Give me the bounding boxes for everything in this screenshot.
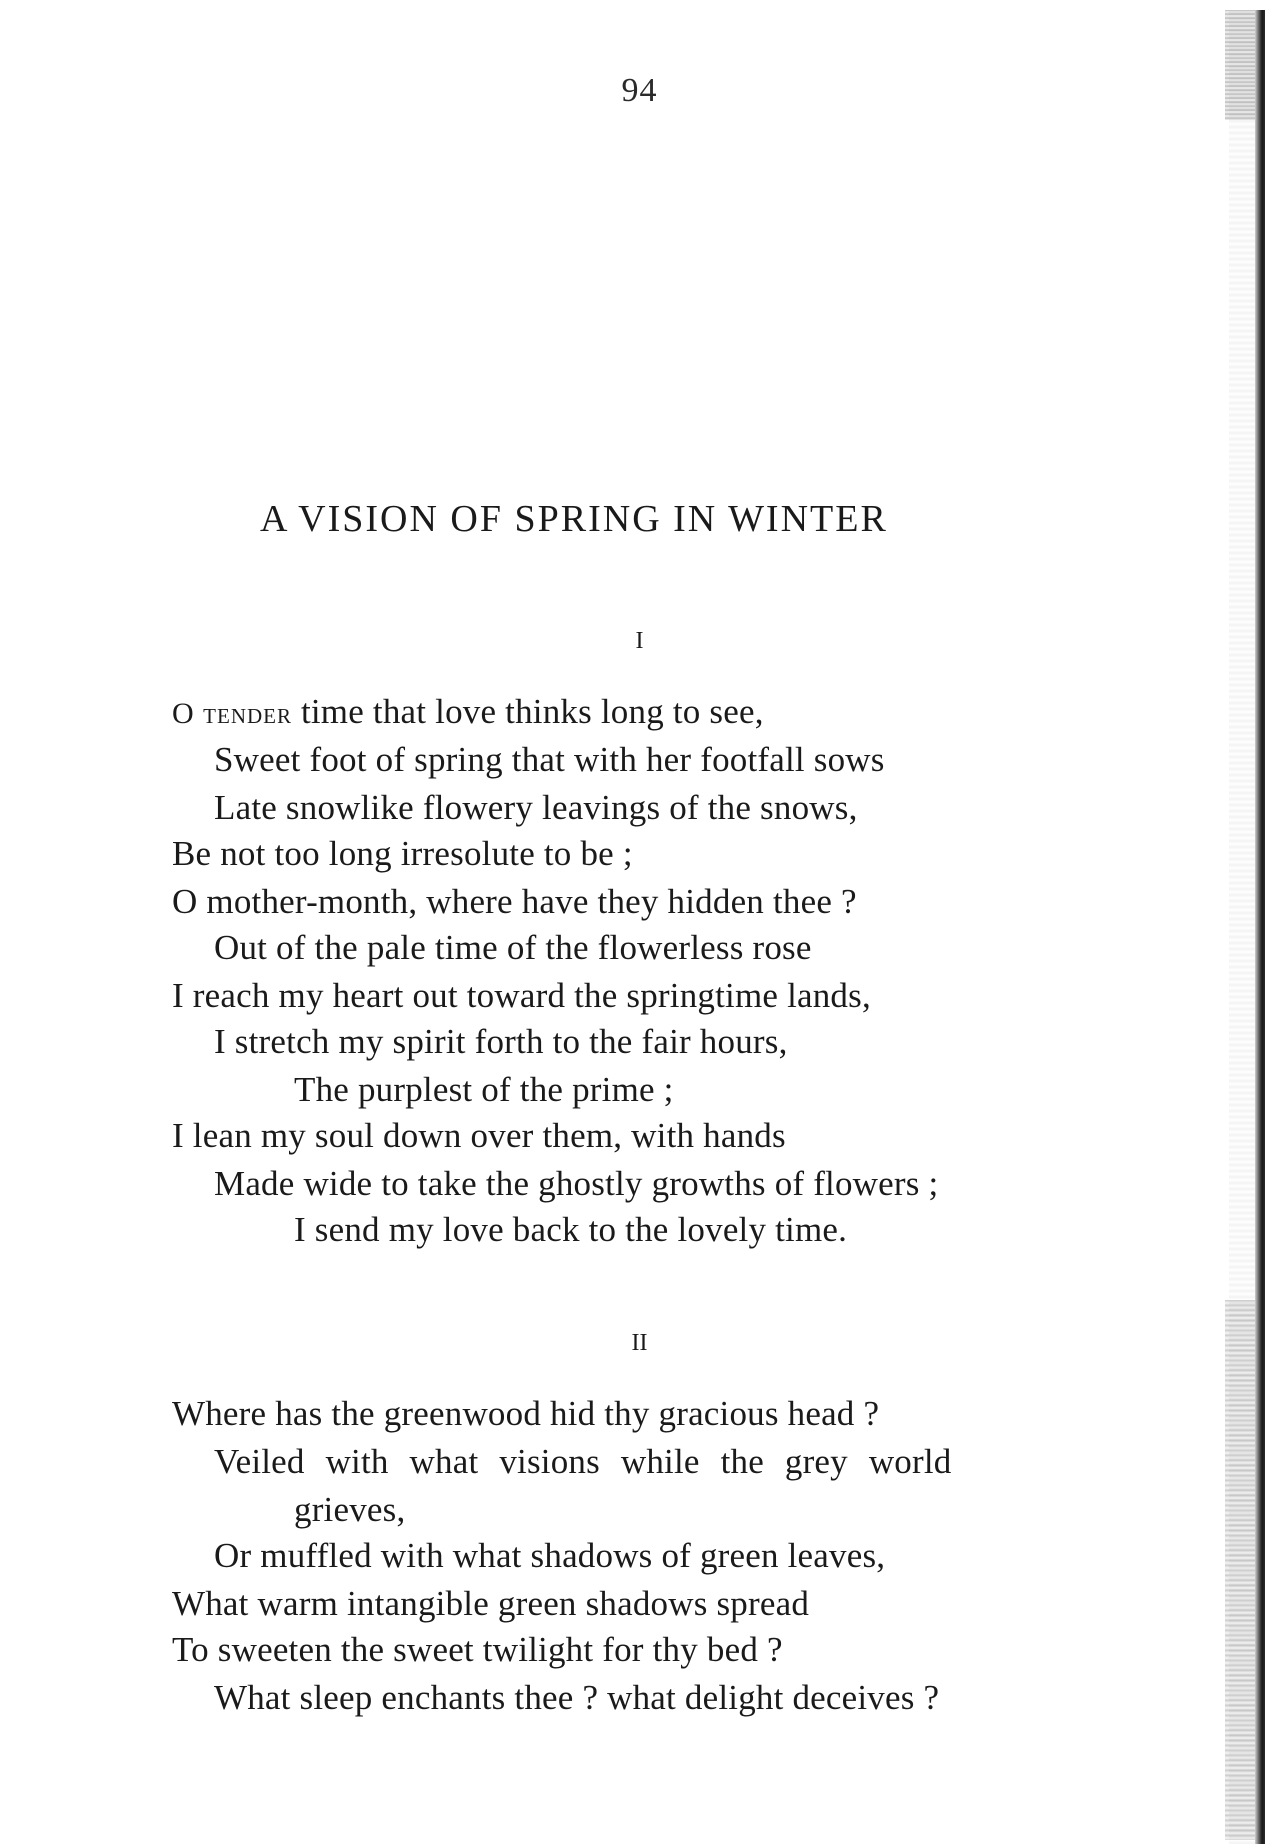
scan-edge-texture-top xyxy=(1225,10,1255,120)
opening-small-caps: O tender xyxy=(172,697,292,730)
scan-edge-texture-bottom xyxy=(1225,1300,1255,1840)
page-binding-edge xyxy=(1255,10,1265,1844)
poem-line: Be not too long irresolute to be ; xyxy=(172,834,633,873)
poem-line: To sweeten the sweet twilight for thy bed ? xyxy=(172,1630,783,1669)
poem-line: What warm intangible green shadows spread xyxy=(172,1584,810,1623)
poem-line: I lean my soul down over them, with hands xyxy=(172,1116,786,1155)
poem-line: What sleep enchants thee ? what delight deceives ? xyxy=(214,1678,940,1717)
poem-line: I reach my heart out toward the springtime lands, xyxy=(172,976,871,1015)
poem-line: Veiled with what visions while the grey world xyxy=(214,1442,952,1481)
section-numeral-2: II xyxy=(631,1330,648,1356)
section-numeral-1: I xyxy=(635,628,644,654)
poem-line: Out of the pale time of the flowerless rose xyxy=(214,928,812,967)
poem-line: I send my love back to the lovely time. xyxy=(294,1210,848,1249)
poem-line: Made wide to take the ghostly growths of flowers ; xyxy=(214,1164,939,1203)
poem-line: Where has the greenwood hid thy gracious head ? xyxy=(172,1394,880,1433)
poem-line-text: time that love thinks long to see, xyxy=(292,692,764,731)
poem-line: The purplest of the prime ; xyxy=(294,1070,674,1109)
poem-line: Or muffled with what shadows of green leaves, xyxy=(214,1536,886,1575)
poem-line: Sweet foot of spring that with her footfall sows xyxy=(214,740,885,779)
poem-line: grieves, xyxy=(294,1490,406,1529)
poem-line: Late snowlike flowery leavings of the snows, xyxy=(214,788,858,827)
poem-line xyxy=(172,692,764,732)
page-number: 94 xyxy=(621,72,658,109)
poem-line: O mother-month, where have they hidden thee ? xyxy=(172,882,857,921)
poem-title: A VISION OF SPRING IN WINTER xyxy=(260,498,888,540)
poem-line: I stretch my spirit forth to the fair hours, xyxy=(214,1022,788,1061)
